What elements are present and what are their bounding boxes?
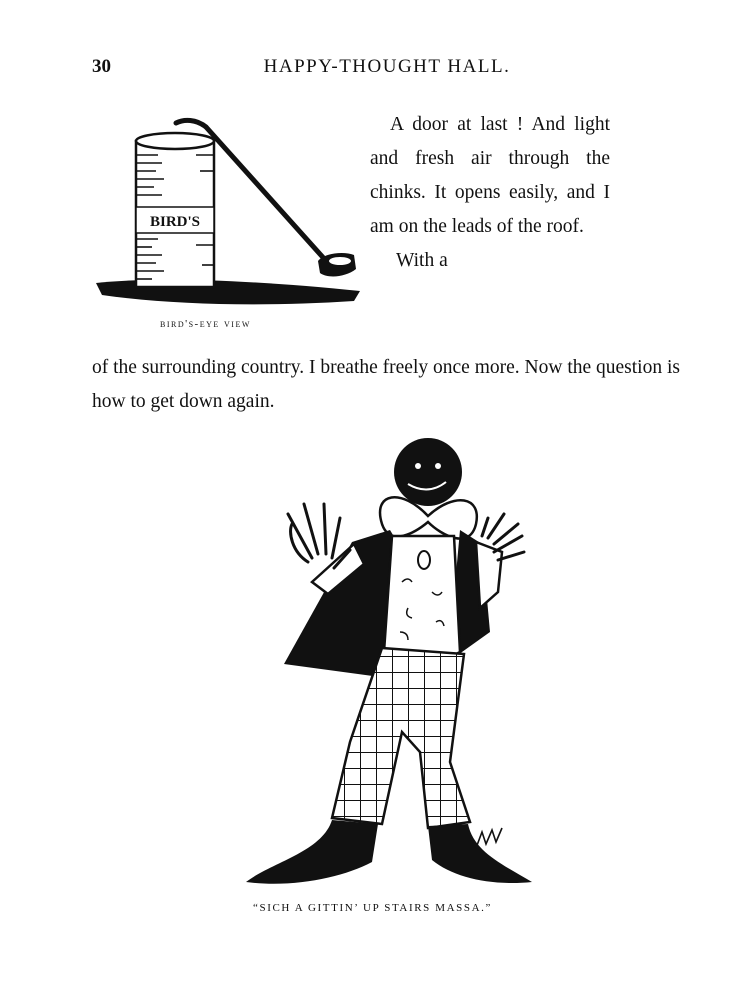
- figure2-caption: “SICH A GITTIN’ UP STAIRS MASSA.”: [253, 902, 492, 914]
- page-number: 30: [92, 56, 111, 77]
- birds-eye-illustration: [92, 115, 364, 315]
- page-header: [92, 56, 682, 82]
- side-paragraph-2: With a: [396, 250, 448, 271]
- can-and-pipe-drawing: [92, 115, 364, 315]
- full-paragraph: of the surrounding country. I breathe freely once more. Now the question is how to get down again.: [92, 357, 680, 412]
- side-paragraph-1: A door at last ! And light and fresh air through the chinks. It opens easily, and I am on the leads of the roof.: [370, 114, 610, 237]
- figure1-caption: bird's-eye view: [160, 318, 251, 330]
- full-width-text-block: [92, 351, 680, 419]
- can-label: BIRD'S: [149, 214, 201, 230]
- running-title: HAPPY-THOUGHT HALL.: [263, 56, 511, 77]
- figure-drawing: [232, 432, 532, 892]
- side-text-block: [370, 108, 610, 278]
- dancing-figure-illustration: [232, 432, 532, 892]
